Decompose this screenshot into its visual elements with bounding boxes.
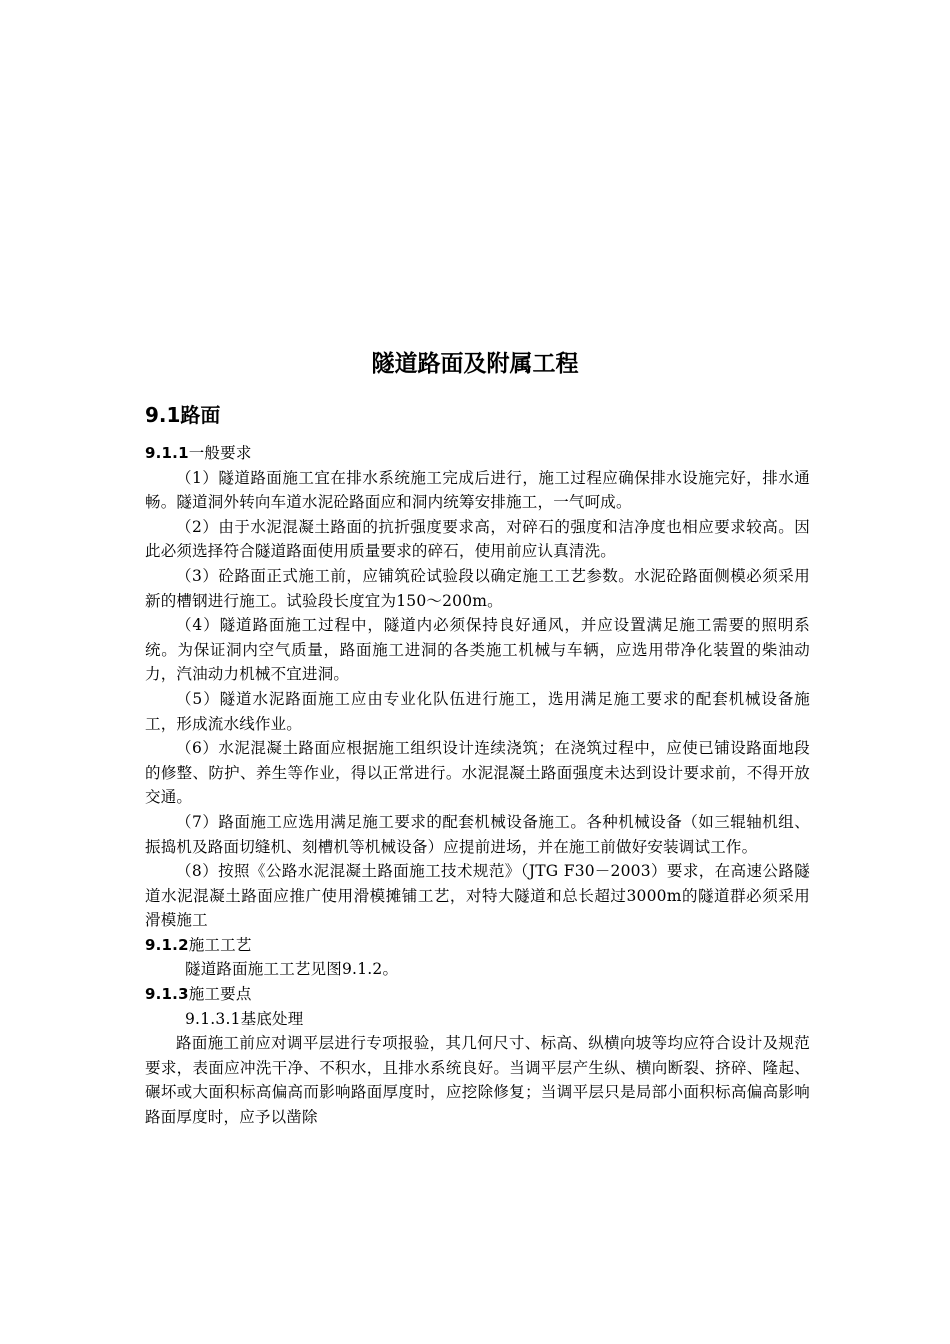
paragraph: （5）隧道水泥路面施工应由专业化队伍进行施工，选用满足施工要求的配套机械设备施工，形成流水线作业。 bbox=[145, 689, 810, 733]
paragraph: （8）按照《公路水泥混凝土路面施工技术规范》（JTG F30－2003）要求，在高速公路隧道水泥混凝土路面应推广使用滑模摊铺工艺，对特大隧道和总长超过3000m的隧道群必须采用滑模施工 bbox=[145, 862, 810, 930]
subsection-label: 一般要求 bbox=[188, 444, 252, 462]
paragraph: （6）水泥混凝土路面应根据施工组织设计连续浇筑；在浇筑过程中，应使已铺设路面地段的修整、防护、养生等作业，得以正常进行。水泥混凝土路面强度未达到设计要求前，不得开放交通。 bbox=[145, 739, 810, 807]
subsection-label: 施工要点 bbox=[188, 985, 252, 1004]
section-heading: 9.1路面 bbox=[145, 403, 221, 427]
paragraph: （3）砼路面正式施工前，应铺筑砼试验段以确定施工工艺参数。水泥砼路面侧模必须采用新的槽钢进行施工。试验段长度宜为150～200m。 bbox=[145, 566, 810, 610]
subsection-number: 9.1.1 bbox=[145, 444, 189, 462]
subsection-number: 9.1.2 bbox=[145, 935, 189, 954]
sub-subsection-heading: 9.1.3.1基底处理 bbox=[185, 1009, 304, 1028]
paragraph: （1）隧道路面施工宜在排水系统施工完成后进行，施工过程应确保排水设施完好，排水通畅。隧道洞外转向车道水泥砼路面应和洞内统筹安排施工，一气呵成。 bbox=[145, 468, 810, 512]
paragraph: （7）路面施工应选用满足施工要求的配套机械设备施工。各种机械设备（如三辊轴机组、振捣机及路面切缝机、刻槽机等机械设备）应提前进场，并在施工前做好安装调试工作。 bbox=[145, 812, 810, 856]
paragraph: （2）由于水泥混凝土路面的抗折强度要求高，对碎石的强度和洁净度也相应要求较高。因此必须选择符合隧道路面使用质量要求的碎石，使用前应认真清洗。 bbox=[145, 517, 810, 561]
subsection-label: 施工工艺 bbox=[188, 935, 252, 954]
paragraph: （4）隧道路面施工过程中，隧道内必须保持良好通风，并应设置满足施工需要的照明系统。为保证洞内空气质量，路面施工进洞的各类施工机械与车辆，应选用带净化装置的柴油动力，汽油动力机械不宜进洞。 bbox=[145, 616, 810, 684]
paragraph: 路面施工前应对调平层进行专项报验，其几何尺寸、标高、纵横向坡等均应符合设计及规范要求，表面应冲洗干净、不积水，且排水系统良好。当调平层产生纵、横向断裂、挤碎、隆起、碾坏或大面积标高偏高而影响路面厚度时，应挖除修复；当调平层只是局部小面积标高偏高影响路面厚度时，应予以凿除 bbox=[145, 1034, 810, 1127]
subsection-heading-911 bbox=[145, 441, 810, 466]
subsection-heading-913 bbox=[145, 982, 810, 1007]
paragraph: 隧道路面施工工艺见图9.1.2。 bbox=[185, 960, 399, 979]
document-title: 隧道路面及附属工程 bbox=[371, 351, 579, 377]
document-body bbox=[145, 441, 810, 1130]
subsection-number: 9.1.3 bbox=[145, 985, 189, 1004]
subsection-heading-912 bbox=[145, 933, 810, 958]
